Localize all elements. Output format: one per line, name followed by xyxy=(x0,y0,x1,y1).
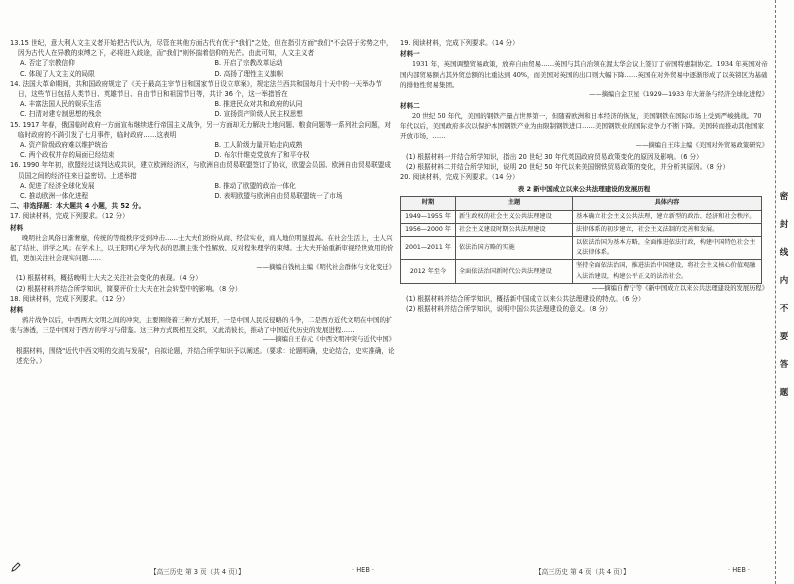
left-column xyxy=(10,38,395,366)
table-row xyxy=(401,210,762,223)
cell-content: 基本确立社会主义公共法理，建立新型的政治、经济和社会秩序。 xyxy=(573,210,762,223)
seal-char: 不 xyxy=(779,304,789,314)
q15-option-b[interactable]: B. 工人阶级力量开始走向成熟 xyxy=(214,141,303,150)
q19-source1: ——摘编自金卫星《1929—1933 年大萧条与经济全球化进程》 xyxy=(589,90,768,98)
q13-stem: 13.15 世纪，意大利人文主义者开始把古代认为，尽管在其他方面古代有优于"我们"之处，但在指引方面"我们"不会居于劣势之中，因为古代人在异教的束缚之下，必将进入歧途，而"我们"则怀揣着信仰的光芒。由此可知，人文主义者 xyxy=(10,39,393,58)
q20-source: ——摘编自曹宁等《新中国成立以来公共法理建设的发展历程》 xyxy=(591,284,768,292)
cell-content: 坚持全面依法治国，推进法治中国建设，将社会主义核心价值观融入法治建设，构建公平正义的法治社会。 xyxy=(573,260,762,283)
q18-source: ——摘编自王春元《中西文明冲突与近代中国》 xyxy=(262,336,395,344)
table-row xyxy=(401,260,762,283)
q19-material1-label: 材料一 xyxy=(400,50,420,59)
q17-material-label: 材料 xyxy=(10,223,24,232)
q20-stem: 20. 阅读材料，完成下列要求。（14 分） xyxy=(400,172,519,181)
table-caption: 表 2 新中国成立以来公共法理建设的发展历程 xyxy=(517,185,651,194)
cell-period: 1949—1955 年 xyxy=(401,210,456,223)
q18-task: 根据材料，围绕"近代中西文明的交流与发展"，自拟论题，并结合所学知识予以阐述。（要求：论题明确，史论结合，史实准确，论述充分。） xyxy=(16,346,395,365)
q20-sub-1: (1) 根据材料并结合所学知识，概括新中国成立以来公共法理建设的特点。（6 分） xyxy=(406,295,645,304)
q16-option-c[interactable]: C. 推动欧洲一体化进程 xyxy=(20,192,89,201)
q13-option-b[interactable]: B. 开启了宗教改革运动 xyxy=(214,59,283,68)
header-period: 时期 xyxy=(401,197,456,210)
cell-period: 2001—2011 年 xyxy=(401,237,456,260)
part-two-heading: 二、非选择题：本大题共 4 小题，共 52 分。 xyxy=(10,202,146,211)
cell-topic: 社会主义建设时期公共法理建设 xyxy=(456,223,573,236)
seal-char: 密 xyxy=(779,192,789,202)
pen-icon xyxy=(10,561,22,573)
q19-material1-body: 1931 年，英国调整贸易政策，放弃自由贸易……英国与其自治领在渥太华会议上签订了帝国特惠制协定。1934 年英国对帝国内部贸易额占其外贸总额的比重达到 40%，而美国对英国的出口则大幅下降……英国在对外贸易中逐渐形成了以英镑区为基础的排他性贸易集团。 xyxy=(400,60,768,89)
q13-options xyxy=(10,58,395,78)
q15-option-a[interactable]: A. 资产阶级政府难以维护统治 xyxy=(20,141,108,150)
seal-char: 封 xyxy=(779,220,789,230)
cell-content: 以依法治国为基本方略，全面推进依法行政，构建中国特色社会主义法律体系。 xyxy=(573,237,762,260)
q14-option-d[interactable]: D. 宣扬资产阶级人民主权思想 xyxy=(214,110,303,119)
seal-char: 要 xyxy=(779,332,789,342)
seal-char: 题 xyxy=(779,388,789,398)
seal-char: 答 xyxy=(779,360,789,370)
q16-options xyxy=(10,181,395,201)
q14-option-b[interactable]: B. 推进民众对共和政府的认同 xyxy=(214,100,303,109)
q14-options xyxy=(10,99,395,119)
cell-topic: 全面依法治国新时代公共法理建设 xyxy=(456,260,573,283)
q18-stem: 18. 阅读材料，完成下列要求。（12 分） xyxy=(10,294,129,303)
table-row xyxy=(401,223,762,236)
q15-option-c[interactable]: C. 两个政权并存的局面已经结束 xyxy=(20,151,115,160)
q15-stem: 15. 1917 年春，俄国临时政府一方面宣布继续进行帝国主义战争，另一方面却无力解决土地问题、粮食问题等一系列社会问题，对临时政府的不满引发了七月事件，临时政府……这表明 xyxy=(10,120,391,139)
q19-material2-label: 材料二 xyxy=(400,101,420,110)
history-table xyxy=(400,196,762,283)
cell-topic: 依法治国方略的实施 xyxy=(456,237,573,260)
q17-material-body: 晚明社会风俗日渐奢靡，传统的等级秩序受到冲击……士大夫们纷纷从商、经营实业，商人地位明显提高。在社会生活上，士人兴起了结社、讲学之风；在学术上，以王阳明心学为代表的思潮主张个性解放、反对程朱理学的束缚。士大夫开始重新审视经世致用的价值，更加关注社会现实问题…… xyxy=(10,233,394,263)
seal-char: 线 xyxy=(779,248,789,258)
footer-right-page: 【高三历史 第 4 页（共 4 页）】 xyxy=(535,568,630,576)
q16-option-b[interactable]: B. 推动了欧盟的政治一体化 xyxy=(214,181,296,190)
q16-option-d[interactable]: D. 表明欧盟与欧洲自由贸易联盟统一了市场 xyxy=(214,192,343,201)
q14-option-c[interactable]: C. 扫清对建专制思想的残余 xyxy=(20,110,102,119)
cell-topic: 新生政权的社会主义公共法理建设 xyxy=(456,210,573,223)
footer-left-code: · HEB · xyxy=(352,566,375,574)
cell-period: 1956—2000 年 xyxy=(401,223,456,236)
q14-stem: 14. 法国大革命期间，共和国政府规定了《关于最高主宰节日和国家节日设立草案》，规定法兰西共和国每月十天中的一天举办节日，这些节日包括人类节日、英雄节日、自由节日和祖国节日等，共计 36 个，这一举措旨在 xyxy=(10,79,382,99)
q18-material-label: 材料 xyxy=(10,305,24,314)
q20-sub-2: (2) 根据材料并结合所学知识，说明中国公共法理建设的意义。（8 分） xyxy=(406,305,612,314)
footer-left-page: 【高三历史 第 3 页（共 4 页）】 xyxy=(150,568,245,576)
q13-option-d[interactable]: D. 高扬了理性主义旗帜 xyxy=(214,69,284,78)
table-row xyxy=(401,237,762,260)
q18-material-body: 鸦片战争以后，中西两大文明之间的冲突，主要围绕着三种方式展开，一是中国人民反侵略的斗争，二是西方近代文明在中国的扩张与渗透，三是中国对于西方的学习与借鉴。这三种方式既相互交织，又此消彼长，推动了中国近代历史的发展进程…… xyxy=(10,316,393,335)
seal-strip xyxy=(775,0,794,584)
header-content: 具体内容 xyxy=(573,197,762,210)
cell-period: 2012 年至今 xyxy=(401,260,456,283)
q14-option-a[interactable]: A. 丰富法国人民的娱乐生活 xyxy=(20,100,102,109)
footer-right-code: · HEB · xyxy=(728,566,751,574)
q17-stem: 17. 阅读材料，完成下列要求。（12 分） xyxy=(10,212,129,221)
q17-sub-1: (1) 根据材料，概括晚明士大夫之关注社会变化的表现。（4 分） xyxy=(16,274,202,283)
q15-options xyxy=(10,140,395,160)
q19-sub-2: (2) 根据材料二并结合所学知识，说明 20 世纪 50 年代以来美国钢铁贸易政策的变化，并分析其原因。（8 分） xyxy=(406,162,730,171)
cell-content: 法律体系的初步建立，社会主义法制的完善和发展。 xyxy=(573,223,762,236)
q15-option-d[interactable]: D. 布尔什维克党放弃了和平夺权 xyxy=(214,151,310,160)
q16-stem: 16. 1990 年年初，欧盟经过谈判达成共识，建立欧洲经济区，与欧洲自由贸易联盟签订了协议，欧盟会员国、欧洲自由贸易联盟成员国之间的经济往来日益密切。上述举措 xyxy=(10,161,391,180)
q19-material2-body: 20 世纪 50 年代，美国的钢铁产量占世界第一，但随着欧洲和日本经济的恢复，美国钢铁在国际市场上受到严峻挑战。70 年代以后，美国政府多次以保护本国钢铁产业为由限制钢铁进口……美国钢铁业的国际竞争力不断下降。美国转而推动其他国家开放市场，…… xyxy=(400,112,764,141)
q19-source2: ——摘编自王玮主编《美国对外贸易政策研究》 xyxy=(635,142,768,150)
q16-option-a[interactable]: A. 促进了经济全球化发展 xyxy=(20,181,95,190)
q13-option-c[interactable]: C. 体现了人文主义的局限 xyxy=(20,69,95,78)
q17-sub-2: (2) 根据材料并结合所学知识，简要评价士大夫在社会转型中的影响。（8 分） xyxy=(16,284,242,293)
right-column xyxy=(400,38,768,314)
q13-option-a[interactable]: A. 否定了宗教信仰 xyxy=(20,59,75,68)
seal-char: 内 xyxy=(779,276,789,286)
q17-source: ——摘编自钱杭主编《明代社会群体与文化变迁》 xyxy=(256,264,395,272)
q19-sub-1: (1) 根据材料一并结合所学知识，指出 20 世纪 30 年代英国政府贸易政策变化的原因及影响。（6 分） xyxy=(406,152,703,161)
table-header-row xyxy=(401,197,762,210)
q19-stem: 19. 阅读材料，完成下列要求。（14 分） xyxy=(400,39,519,47)
header-topic: 主题 xyxy=(456,197,573,210)
